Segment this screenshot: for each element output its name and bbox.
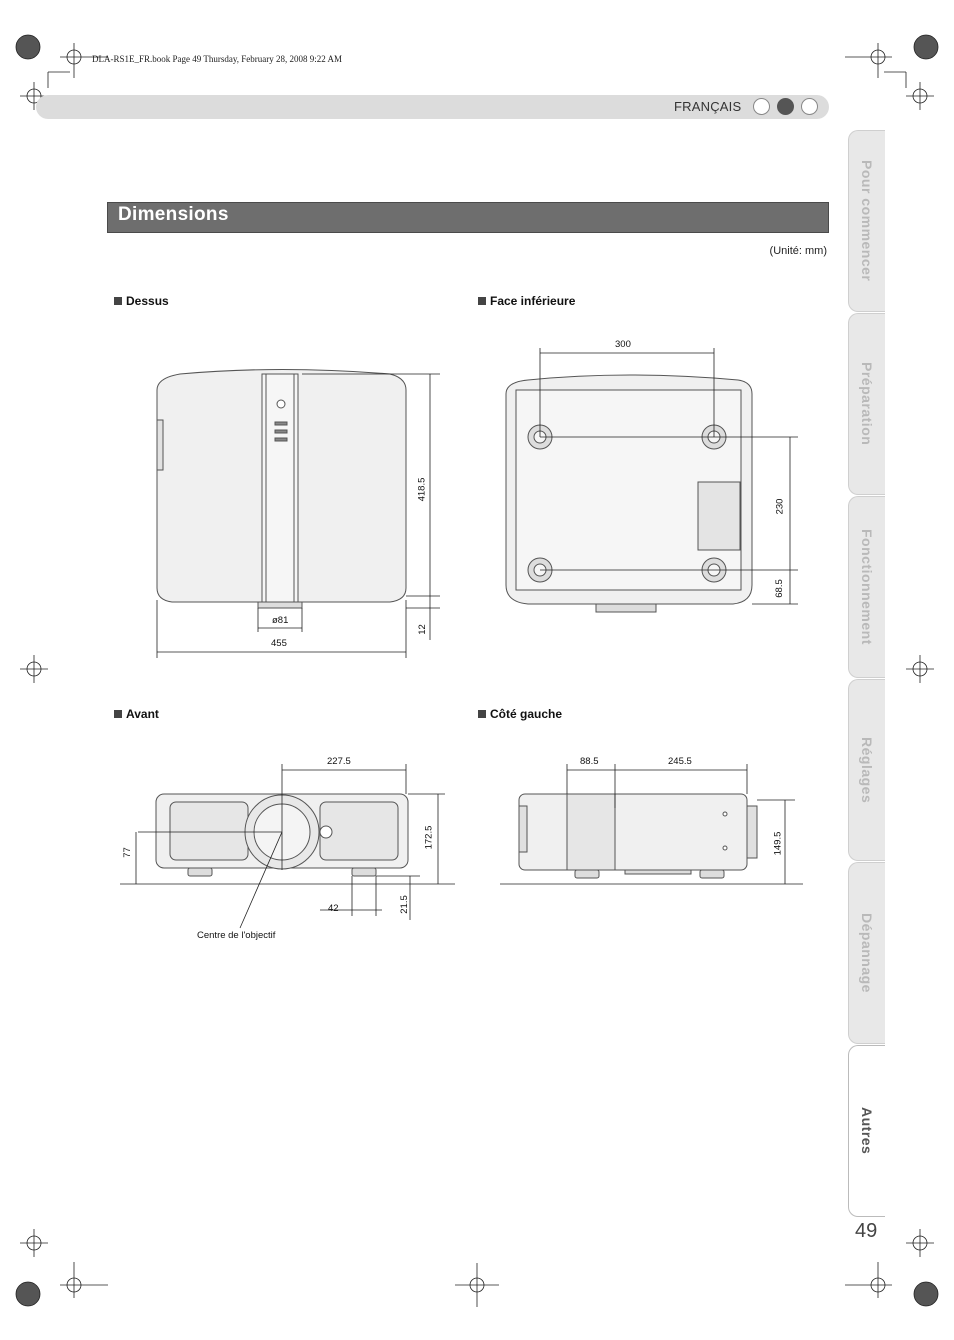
dim-side-length: 245.5 xyxy=(668,756,692,767)
label-dessus: Dessus xyxy=(114,294,169,308)
bottom-view-drawing xyxy=(498,340,808,630)
language-dot-1 xyxy=(753,98,770,115)
dim-bottom-rear: 68.5 xyxy=(773,579,785,598)
tab-reglages[interactable] xyxy=(848,679,885,861)
tab-label-fonctionnement: Fonctionnement xyxy=(859,529,875,645)
tab-label-preparation: Préparation xyxy=(859,362,875,446)
top-view-drawing xyxy=(140,360,450,670)
dim-top-protrusion: 12 xyxy=(416,624,428,635)
side-view-drawing xyxy=(495,750,810,900)
dim-front-foot-width: 42 xyxy=(328,903,339,914)
language-dot-3 xyxy=(801,98,818,115)
dim-bottom-feet-y: 230 xyxy=(774,498,786,515)
language-label: FRANÇAIS xyxy=(674,99,742,114)
dim-top-lens: ø81 xyxy=(272,615,289,626)
tab-label-pour-commencer: Pour commencer xyxy=(859,160,875,282)
tab-pour-commencer[interactable] xyxy=(848,130,885,312)
section-title: Dimensions xyxy=(118,204,229,225)
tab-depannage[interactable] xyxy=(848,862,885,1044)
section-tabs xyxy=(848,68,954,1273)
dim-front-lens-x: 227.5 xyxy=(327,756,351,767)
tab-label-depannage: Dépannage xyxy=(859,913,875,993)
tab-label-autres: Autres xyxy=(859,1107,875,1155)
page-number: 49 xyxy=(855,1220,878,1242)
label-face-inferieure: Face inférieure xyxy=(478,294,575,308)
unit-note: (Unité: mm) xyxy=(769,245,827,257)
tab-fonctionnement[interactable] xyxy=(848,496,885,678)
dim-front-lens-height: 77 xyxy=(121,847,133,858)
lens-center-label: Centre de l'objectif xyxy=(197,930,276,941)
dim-side-height: 149.5 xyxy=(772,831,784,856)
book-info: DLA-RS1E_FR.book Page 49 Thursday, February 28, 2008 9:22 AM xyxy=(92,54,342,64)
label-cote-gauche: Côté gauche xyxy=(478,707,562,721)
tab-label-reglages: Réglages xyxy=(859,736,875,804)
dim-front-height: 172.5 xyxy=(423,825,435,850)
tab-autres[interactable] xyxy=(848,1045,885,1217)
tab-preparation[interactable] xyxy=(848,313,885,495)
dim-top-height: 418.5 xyxy=(416,477,428,502)
dim-bottom-feet-x: 300 xyxy=(615,339,631,350)
label-avant: Avant xyxy=(114,707,159,721)
dim-top-width: 455 xyxy=(271,638,287,649)
dim-side-front-offset: 88.5 xyxy=(580,756,599,767)
front-view-drawing xyxy=(120,750,465,950)
dim-front-foot-height: 21.5 xyxy=(398,895,410,914)
language-dot-2 xyxy=(777,98,794,115)
